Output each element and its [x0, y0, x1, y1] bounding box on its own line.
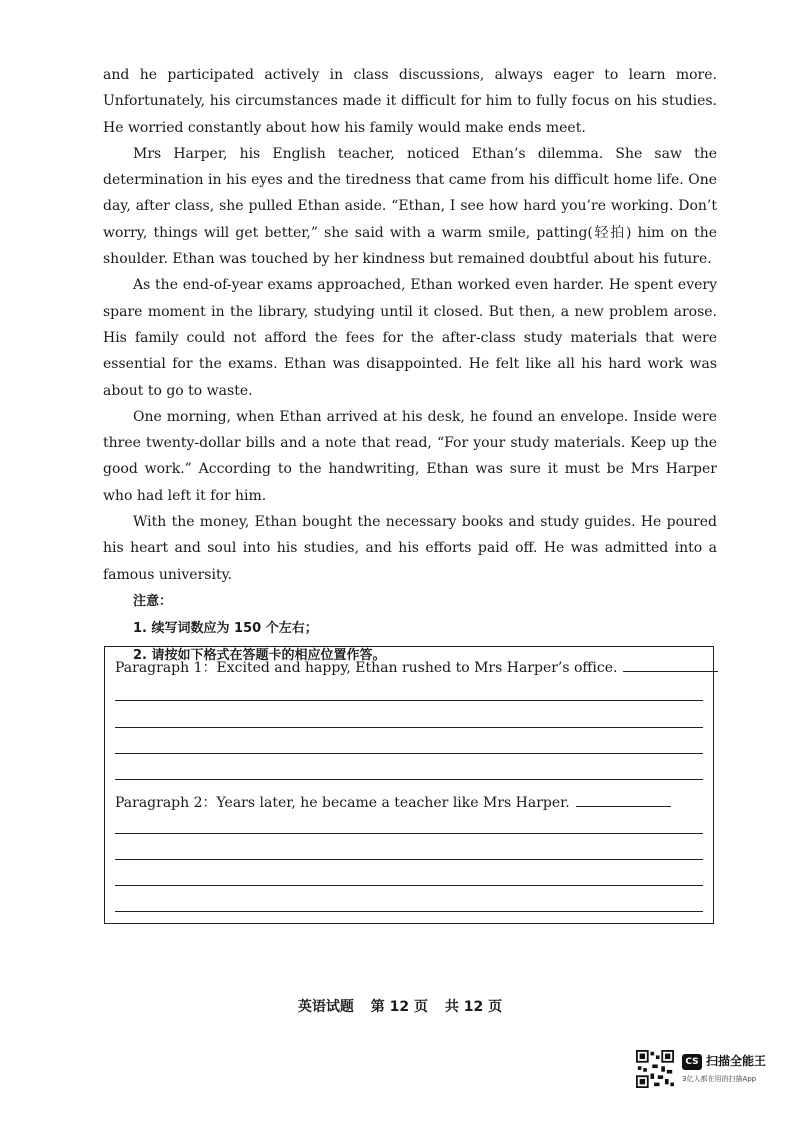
answer-line[interactable] [115, 779, 703, 780]
footer-subject: 英语试题 [297, 999, 354, 1015]
cs-logo-icon: CS [682, 1054, 702, 1070]
passage [103, 62, 717, 669]
scanner-watermark [636, 1050, 796, 1092]
answer-line[interactable] [115, 911, 703, 912]
paragraph2-prompt-text: Paragraph 2：Years later, he became a teacher like Mrs Harper. [115, 795, 570, 811]
paragraph1-prompt [115, 657, 718, 677]
answer-line[interactable] [115, 727, 703, 728]
note-item: 2. 请按如下格式在答题卡的相应位置作答。 [133, 647, 386, 663]
notes-heading: 注意： [133, 593, 173, 609]
qr-code-icon [636, 1050, 674, 1088]
answer-line[interactable] [115, 859, 703, 860]
answer-line[interactable] [115, 833, 703, 834]
footer-total: 共 12 页 [444, 999, 503, 1015]
note-item: 1. 续写词数应为 150 个左右； [133, 620, 318, 636]
paragraph1-blank[interactable] [623, 657, 718, 672]
passage-paragraph-1: and he participated actively in class discussions, always eager to learn more. Unfortunately, his circumstances made it difficult for him to fully focus on his studies. He worried constantly about how his family would make ends meet. [103, 67, 717, 136]
passage-paragraph-5: With the money, Ethan bought the necessary books and study guides. He poured his heart and soul into his studies, and his efforts paid off. He was admitted into a famous university. [103, 514, 717, 583]
answer-box [104, 646, 714, 924]
paragraph2-prompt [115, 792, 671, 812]
passage-paragraph-4: One morning, when Ethan arrived at his desk, he found an envelope. Inside were three twenty-dollar bills and a note that read, “For your study materials. Keep up the good work.” According to the handwriting, Ethan was sure it must be Mrs Harper who had left it for him. [103, 408, 717, 504]
answer-line[interactable] [115, 700, 703, 701]
paragraph1-prompt-text: Paragraph 1：Excited and happy, Ethan rushed to Mrs Harper’s office. [115, 660, 618, 676]
passage-paragraph-2: Mrs Harper, his English teacher, noticed Ethan’s dilemma. She saw the determination in his eyes and the tiredness that came from his difficult home life. One day, after class, she pulled Ethan aside. “Ethan, I see how hard you’re working. Don’t worry, things will get better,” she said with a warm smile, patting(轻拍) him on the shoulder. Ethan was touched by her kindness but remained doubtful about his future. [103, 145, 717, 268]
scanner-brand: 扫描全能王 [706, 1054, 767, 1068]
answer-line[interactable] [115, 885, 703, 886]
answer-line[interactable] [115, 753, 703, 754]
page-footer [0, 996, 800, 1016]
paragraph2-blank[interactable] [576, 792, 671, 807]
footer-page: 第 12 页 [370, 999, 428, 1015]
scanner-tagline: 3亿人都在用的扫描App [682, 1075, 757, 1083]
passage-paragraph-3: As the end-of-year exams approached, Ethan worked even harder. He spent every spare moment in the library, studying until it closed. But then, a new problem arose. His family could not afford the fees for the after-class study materials that were essential for the exams. Ethan was disappointed. He felt like all his hard work was about to go to waste. [103, 277, 717, 399]
